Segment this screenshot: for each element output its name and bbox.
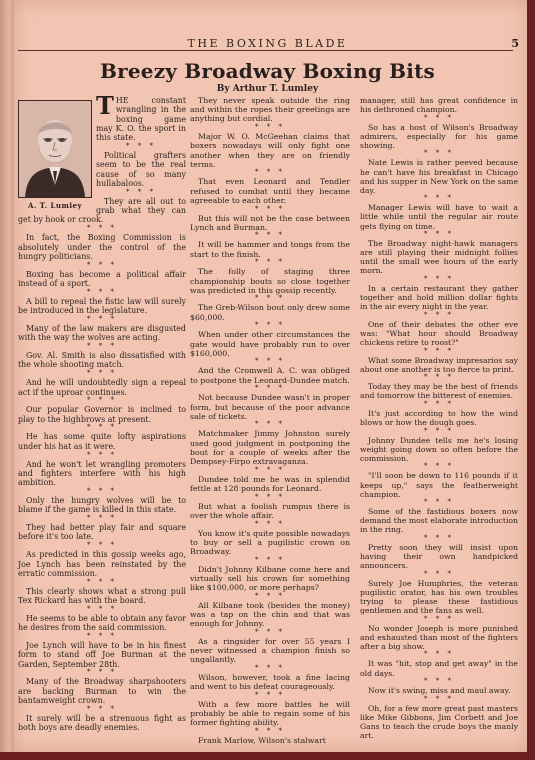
paragraph: In a certain restaurant they gather together and hold million dollar fights in the air every night in the year. [360,284,518,312]
separator: * * * [255,231,285,240]
separator: * * * [87,450,117,459]
article-title: Breezy Broadway Boxing Bits [100,59,435,83]
separator: * * * [255,591,285,600]
separator: * * * [87,631,117,640]
separator: * * * [255,555,285,564]
separator: * * * [255,519,285,528]
separator: * * * [424,194,454,203]
paragraph: And he will undoubtedly sign a repeal act if the uproar continues. [18,378,186,397]
paragraph: Now it's swing, miss and maul away. [368,686,511,696]
separator: * * * [255,465,285,474]
separator: * * * [255,321,285,330]
separator: * * * [424,533,454,542]
paragraph: So has a host of Wilson's Broadway admirers, especially for his game showing. [360,122,518,150]
paragraph: This clearly shows what a strong pull Tex Rickard has with the board. [18,586,186,605]
separator: * * * [87,487,117,495]
paragraph: He has some quite lofty aspirations under his hat as it were. [18,432,186,451]
paragraph: They are all out to grab what they can get by hook or crook. [18,196,186,225]
paragraph: The Greb-Wilson bout only drew some $60,000. [190,303,350,322]
paragraph: It's just according to how the wind blows or how the dough goes. [360,408,518,428]
separator: * * * [424,399,454,408]
paragraph: No wonder Joseph is more punished and exhausted than most of the fighters after a big show. [360,623,518,651]
separator: * * * [87,369,117,378]
paragraph: Pretty soon they will insist upon having their own handpicked announcers. [360,542,518,571]
paragraph: THE constant wrangling in the boxing game may K. O. the sport in this state. [96,91,186,143]
separator: * * * [255,627,285,636]
separator: * * * [424,498,454,507]
paragraph: Only the hungry wolves will be to blame if the game is killed in this state. [18,496,186,515]
separator: * * * [255,384,285,393]
separator: * * * [424,677,454,686]
separator: * * * [424,462,454,471]
separator: * * * [126,187,156,196]
page-number: 5 [511,37,519,50]
paragraph: One of their debates the other eve was: "What hour should Broadway chickens retire to roost?" [360,319,518,347]
separator: * * * [424,694,454,703]
paragraph: They never speak outside the ring and within the ropes their greetings are anything but cordial. [190,96,350,124]
paragraph: Our popular Governor is inclined to play to the highbrows at present. [18,405,186,424]
separator: * * * [87,541,117,550]
separator: * * * [424,569,454,578]
binding-bottom [0,752,535,760]
separator: * * * [87,342,117,351]
separator: * * * [424,650,454,659]
paragraph: Gov. Al. Smith is also dissatisfied with the whole shooting match. [18,351,186,370]
paragraph: Joe Lynch will have to be in his finest form to stand off Joe Burman at the Garden, September 28th. [18,640,186,669]
binding-spine [0,0,14,760]
paragraph: What some Broadway impresarios say about one another is too fierce to print. [360,355,518,374]
paragraph: Didn't Johnny Kilbane come here and virtually sell his crown for something like $100,000, or more perhaps? [190,564,350,593]
separator: * * * [87,604,117,613]
paragraph: Not because Dundee wasn't in proper form, but because of the poor advance sale of tickets. [190,393,350,421]
separator: * * * [255,420,285,429]
separator: * * * [87,668,117,677]
paragraph: All Kilbane took (besides the money) was a tap on the chin and that was enough for Johnny. [190,600,350,629]
separator: * * * [87,514,117,523]
portrait-block [18,100,92,210]
separator: * * * [424,149,454,158]
paragraph: A bill to repeal the fistic law will surely be introduced in the legislature. [18,296,186,316]
separator: * * * [424,346,454,355]
separator: * * * [424,275,454,283]
separator: * * * [424,230,454,239]
paragraph: "I'll soon be down to 116 pounds if it keeps up," says the featherweight champion. [360,471,518,499]
separator: * * * [255,294,285,303]
paragraph: He seems to be able to obtain any favor he desires from the said commission. [18,613,186,633]
paragraph: Major W. O. McGeehan claims that boxers nowadays will only fight one another when they are on friendly terms. [190,132,350,169]
paragraph: Surely Joe Humphries, the veteran pugilistic orator, has his own troubles trying to please these fastidious gentlemen and the fans as well. [360,578,518,616]
paragraph: Boxing has become a political affair instead of a sport. [18,269,186,288]
paragraph: Matchmaker Jimmy Johnston surely used good judgment in postponing the bout for a couple of weeks after the Dempsey-Firpo extravaganza. [190,429,350,467]
paragraph: They had better play fair and square before it's too late. [18,523,186,542]
column-1 [18,91,186,733]
separator: * * * [424,426,454,435]
paragraph: And the Cromwell A. C. was obliged to postpone the Leonard-Dundee match. [190,366,350,385]
paragraph: But this will not be the case between Lynch and Burman. [190,213,350,232]
paragraph: That even Leonard and Tendler refused to combat until they became agreeable to each other. [190,177,350,205]
paragraph: It surely will be a strenuous fight as both boys are deadly enemies. [18,713,186,733]
separator: * * * [87,704,117,713]
paragraph: And he won't let wrangling promoters and fighters interfere with his high ambition. [18,459,186,488]
separator: * * * [255,492,285,501]
byline: By Arthur T. Lumley [216,84,319,94]
paragraph: With a few more battles he will probably be able to regain some of his former fighting ability. [190,699,350,728]
paragraph: Wilson, however, took a fine lacing and went to his defeat courageously. [190,673,350,692]
separator: * * * [255,204,285,213]
paragraph: It was "hit, stop and get away" in the old days. [360,659,518,678]
paragraph: Many of the law makers are disgusted with the way the wolves are acting. [18,323,186,343]
paragraph: Johnny Dundee tells me he's losing weight going down so often before the commission. [360,435,518,463]
paragraph: manager, still has great confidence in his dethroned champion. [360,96,518,115]
paragraph: Today they may be the best of friends and tomorrow the bitterest of enemies. [360,382,518,401]
paragraph: Dundee told me he was in splendid fettle at 128 pounds for Leonard. [190,474,350,493]
separator: * * * [424,373,454,382]
separator: * * * [255,664,285,673]
paragraph: Nate Lewis is rather peeved because he can't have his breakfast in Chicago and his supper in New York on the same day. [360,158,518,195]
dropcap: T [96,91,114,120]
paragraph: The Broadway night-hawk managers are still playing their midnight follies until the small wee hours of the early morn. [360,239,518,276]
paragraph: But what a foolish rumpus there is over the whole affair. [190,501,350,520]
paragraph: As predicted in this gossip weeks ago, Joe Lynch has been reinstated by the erratic commission. [18,550,186,578]
paragraph: Oh, for a few more great past masters like Mike Gibbons, Jim Corbett and Joe Gans to teach the crude boys the manly art. [360,703,518,740]
separator: * * * [255,258,285,267]
column-2 [190,96,350,745]
separator: * * * [87,423,117,432]
separator: * * * [255,357,285,366]
portrait-image [18,100,92,198]
binding-edge [527,0,535,760]
paragraph: You know it's quite possible nowadays to buy or sell a pugilistic crown on Broadway. [190,528,350,557]
separator: * * * [87,260,117,269]
separator: * * * [255,727,285,736]
portrait-caption: A. T. Lumley [27,201,83,210]
separator: * * * [87,577,117,586]
separator: * * * [424,614,454,623]
paragraph: In fact, the Boxing Commission is absolutely under the control of the hungry politicians. [18,233,186,261]
separator: * * * [87,287,117,296]
separator: * * * [255,168,285,177]
paragraph: Political grafters seem to be the real cause of so many hullabaloos. [96,151,186,188]
separator: * * * [424,310,454,319]
separator: * * * [87,314,117,323]
paragraph: Frank Marlow, Wilson's stalwart [198,736,326,746]
separator: * * * [87,224,117,233]
paragraph: Some of the fastidious boxers now demand the most elaborate introduction in the ring. [360,507,518,535]
paragraph: Many of the Broadway sharpshooters are backing Burman to win the bantamweight crown. [18,677,186,705]
magazine-title: THE BOXING BLADE [187,37,348,50]
header-rule [18,50,513,51]
paragraph: The folly of staging three championship bouts so close together was predicted in this gossip recently. [190,267,350,295]
separator: * * * [424,113,454,122]
separator: * * * [87,396,117,405]
column-3 [360,96,518,740]
paragraph: As a ringsider for over 55 years I never witnessed a champion finish so ungallantly. [190,636,350,665]
paragraph: It will be hammer and tongs from the start to the finish. [190,240,350,259]
separator: * * * [255,690,285,699]
separator: * * * [255,123,285,132]
separator: * * * [126,142,156,151]
paragraph: When under other circumstances the gate would have probably run to over $160,000. [190,330,350,358]
paragraph: Manager Lewis will have to wait a little while until the regular air route gets flying on time. [360,203,518,231]
